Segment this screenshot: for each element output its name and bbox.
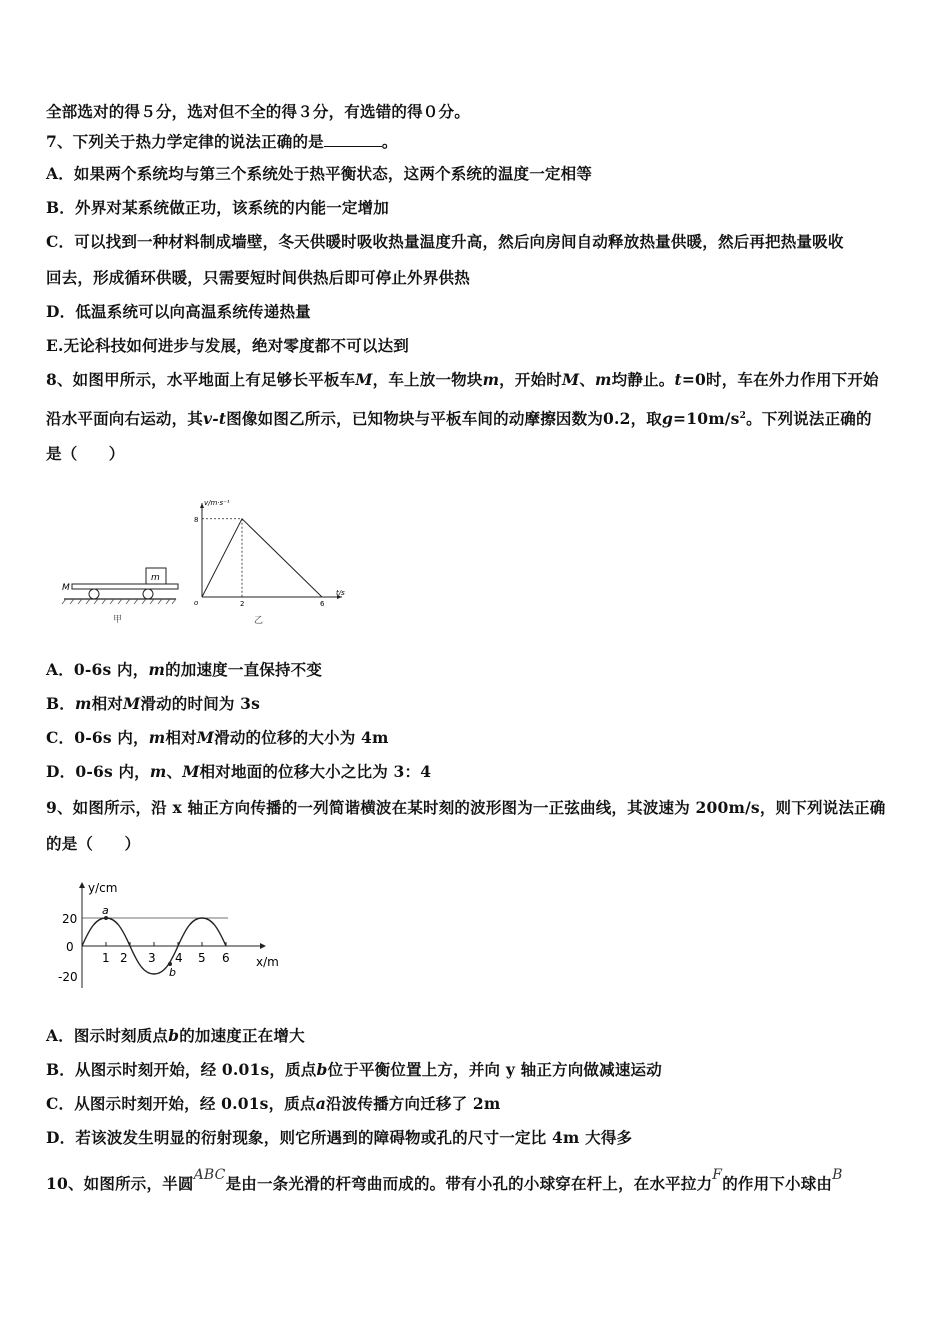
- q8-option-d: D．0-6s 内，m、M相对地面的位移大小之比为 3：4: [46, 762, 432, 781]
- ground-hatch: [62, 599, 176, 604]
- origin-label: o: [194, 599, 199, 607]
- tick-label-x-2: 2: [240, 600, 245, 608]
- wave-diagram: [52, 876, 292, 996]
- y-axis-label: v/m·s⁻¹: [204, 499, 230, 507]
- x-axis-arrow: [260, 943, 266, 949]
- y-label-neg20: -20: [58, 970, 78, 984]
- q7-option-a: A．如果两个系统均与第三个系统处于热平衡状态，这两个系统的温度一定相等: [46, 164, 593, 183]
- x-tick-6: 6: [222, 951, 230, 965]
- cart-board: [72, 584, 178, 589]
- q7-option-d: D．低温系统可以向高温系统传递热量: [46, 302, 311, 321]
- q7-option-e: E.无论科技如何进步与发展，绝对零度都不可以达到: [46, 336, 410, 355]
- symbol-abc: ABC: [193, 1167, 226, 1183]
- tick-label-y-8: 8: [194, 515, 199, 524]
- symbol-f: F: [712, 1167, 723, 1183]
- point-b-label: b: [169, 966, 176, 979]
- label-M: M: [62, 583, 70, 593]
- point-a-label: a: [102, 904, 109, 917]
- q7-option-c-cont: 回去，形成循环供暖，只需要短时间供热后即可停止外界供热: [46, 268, 470, 287]
- wheel-left: [89, 589, 99, 599]
- q8-option-a: A．0-6s 内，m的加速度一直保持不变: [46, 660, 323, 679]
- label-m: m: [151, 573, 160, 583]
- q8-stem-line1: 8、如图甲所示，水平地面上有足够长平板车M，车上放一物块m，开始时M、m均静止。t=0时，车在外力作用下开始: [46, 370, 879, 389]
- vt-series-line: [202, 519, 322, 597]
- x-axis-label: t/s: [336, 589, 345, 597]
- x-tick-5: 5: [198, 951, 206, 965]
- vt-chart: [190, 495, 350, 630]
- q9-option-a: A．图示时刻质点b的加速度正在增大: [46, 1026, 305, 1045]
- x-ticks: [106, 942, 226, 946]
- x-axis-label: x/m: [256, 955, 279, 969]
- instruction-line: 全部选对的得５分，选对但不全的得３分，有选错的得０分。: [46, 102, 470, 121]
- x-tick-3: 3: [148, 951, 156, 965]
- q7-stem: [46, 132, 398, 152]
- q9-option-c: C．从图示时刻开始，经 0.01s，质点a沿波传播方向迁移了 2m: [46, 1094, 501, 1113]
- symbol-b: B: [832, 1167, 843, 1183]
- q8-option-b: B．m相对M滑动的时间为 3s: [46, 694, 261, 713]
- q8-stem-line2: 沿水平面向右运动，其v-t图像如图乙所示，已知物块与平板车间的动摩擦因数为0.2，取$g=10m/s^2$。下列说法正确的: [46, 409, 872, 429]
- y-label-20: 20: [62, 912, 78, 926]
- q7-option-c: C．可以找到一种材料制成墙壁，冬天供暖时吸收热量温度升高，然后向房间自动释放热量供暖，然后再把热量吸收: [46, 232, 844, 251]
- caption-jia: 甲: [113, 615, 123, 625]
- q8-option-c: C．0-6s 内，m相对M滑动的位移的大小为 4m: [46, 728, 389, 747]
- answer-blank: [324, 132, 382, 147]
- q7-stem-text: 7、下列关于热力学定律的说法正确的是: [46, 132, 324, 151]
- y-axis-arrow: [79, 882, 85, 888]
- q7-stem-end: 。: [381, 132, 398, 151]
- caption-yi: 乙: [254, 616, 264, 626]
- x-tick-4: 4: [175, 951, 183, 965]
- cart-diagram: [58, 560, 188, 630]
- wheel-right: [143, 589, 153, 599]
- q10-stem: 10、如图所示，半圆ABC是由一条光滑的杆弯曲而成的。带有小孔的小球穿在杆上，在水平拉力F的作用下小球由B: [46, 1167, 843, 1193]
- q7-option-b: B．外界对某系统做正功，该系统的内能一定增加: [46, 198, 390, 217]
- tick-label-x-6: 6: [320, 600, 325, 608]
- q9-option-d: D．若该波发生明显的衍射现象，则它所遇到的障碍物或孔的尺寸一定比 4m 大得多: [46, 1128, 633, 1147]
- y-axis-label: y/cm: [88, 881, 118, 895]
- y-label-0: 0: [66, 940, 74, 954]
- x-tick-1: 1: [102, 951, 110, 965]
- q9-option-b: B．从图示时刻开始，经 0.01s，质点b位于平衡位置上方，并向 y 轴正方向做减速运动: [46, 1060, 662, 1079]
- x-tick-2: 2: [120, 951, 128, 965]
- q9-stem-line1: 9、如图所示，沿 x 轴正方向传播的一列简谐横波在某时刻的波形图为一正弦曲线，其波速为 200m/s，则下列说法正确: [46, 798, 886, 817]
- q9-stem-line2: 的是（ ）: [46, 834, 141, 853]
- q8-stem-line3: 是（ ）: [46, 444, 125, 463]
